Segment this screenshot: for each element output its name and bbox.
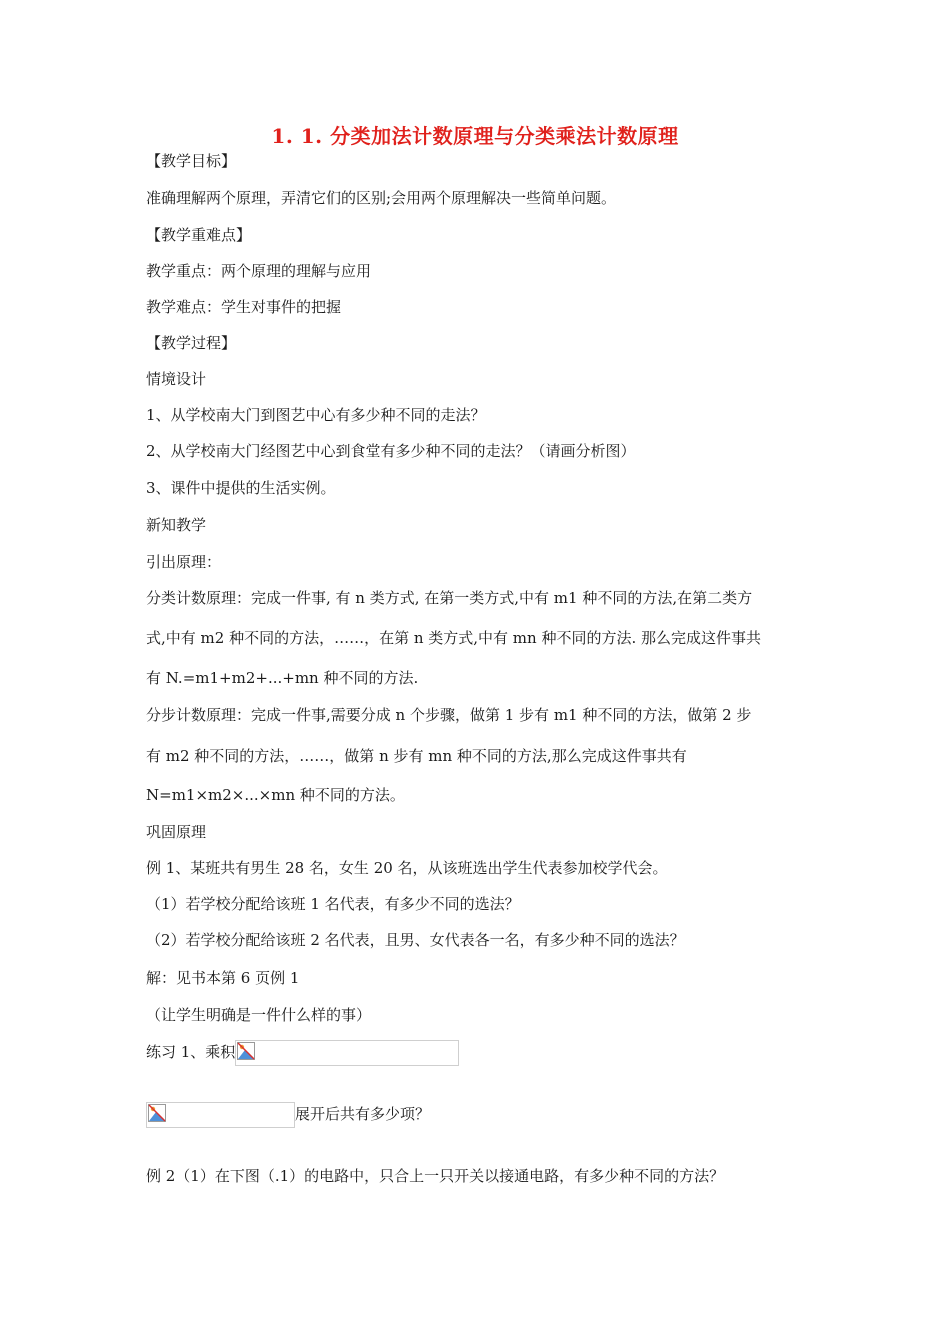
paragraph: （1）若学校分配给该班 1 名代表，有多少不同的选法？ (146, 895, 520, 913)
document-title: 1. 1. 分类加法计数原理与分类乘法计数原理 (271, 124, 679, 148)
exercise-line (146, 1102, 430, 1128)
exercise-line (146, 1040, 459, 1066)
paragraph: 例 1、某班共有男生 28 名，女生 20 名，从该班选出学生代表参加校学代会。 (146, 859, 668, 877)
paragraph: 展开后共有多少项？ (295, 1105, 431, 1123)
list-item: 3、课件中提供的生活实例。 (146, 479, 336, 497)
paragraph: 分步计数原理：完成一件事,需要分成 n 个步骤，做第 1 步有 m1 种不同的方法，做第 2 步 (146, 706, 752, 724)
broken-image-icon (148, 1104, 166, 1122)
paragraph: 情境设计 (146, 370, 207, 388)
paragraph: 例 2（1）在下图（.1）的电路中，只合上一只开关以接通电路，有多少种不同的方法？ (146, 1167, 725, 1185)
list-item: 2、从学校南大门经图艺中心到食堂有多少种不同的走法？（请画分析图） (146, 442, 636, 460)
paragraph: 练习 1、乘积 (146, 1043, 236, 1061)
broken-image-icon (237, 1042, 255, 1060)
paragraph: 引出原理： (146, 553, 222, 571)
paragraph: （2）若学校分配给该班 2 名代表，且男、女代表各一名，有多少种不同的选法？ (146, 931, 685, 949)
broken-image-placeholder (146, 1102, 295, 1128)
paragraph: 巩固原理 (146, 823, 207, 841)
paragraph: N=m1×m2×...×mn 种不同的方法。 (146, 786, 405, 804)
paragraph: 解：见书本第 6 页例 1 (146, 969, 300, 987)
list-item: 1、从学校南大门到图艺中心有多少种不同的走法？ (146, 406, 486, 424)
section-heading-goals: 【教学目标】 (146, 152, 237, 170)
paragraph: 有 m2 种不同的方法，……，做第 n 步有 mn 种不同的方法,那么完成这件事共有 (146, 747, 687, 765)
section-heading-process: 【教学过程】 (146, 334, 237, 352)
paragraph: 准确理解两个原理，弄清它们的区别;会用两个原理解决一些简单问题。 (146, 189, 617, 207)
broken-image-placeholder (235, 1040, 459, 1066)
paragraph: 式,中有 m2 种不同的方法，……，在第 n 类方式,中有 mn 种不同的方法. 那么完成这件事共 (146, 629, 761, 647)
paragraph: 教学重点：两个原理的理解与应用 (146, 262, 372, 280)
paragraph: （让学生明确是一件什么样的事） (146, 1006, 372, 1024)
paragraph: 分类计数原理：完成一件事, 有 n 类方式, 在第一类方式,中有 m1 种不同的方法,在第二类方 (146, 589, 753, 607)
paragraph: 有 N.=m1+m2+...+mn 种不同的方法. (146, 669, 419, 687)
section-heading-key-points: 【教学重难点】 (146, 226, 252, 244)
paragraph: 新知教学 (146, 516, 207, 534)
paragraph: 教学难点：学生对事件的把握 (146, 298, 342, 316)
